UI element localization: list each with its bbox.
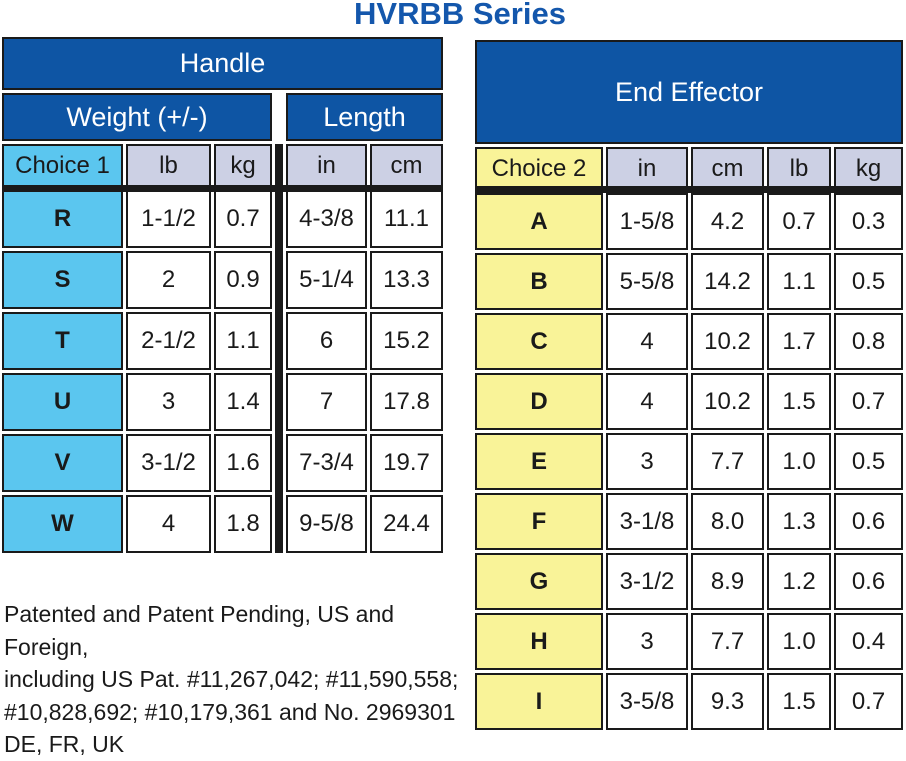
table-cell: 1.0: [767, 433, 831, 490]
choice-cell: G: [475, 553, 603, 610]
header-gap: [275, 93, 283, 141]
handle-table-title: Handle: [2, 37, 443, 90]
table-cell: 4: [126, 495, 211, 553]
footnote-line: including US Pat. #11,267,042; #11,590,558;: [4, 666, 459, 692]
table-cell: 2: [126, 251, 211, 309]
table-cell: 1.5: [767, 673, 831, 730]
column-header-lb: lb: [126, 144, 211, 187]
choice-cell: W: [2, 495, 123, 553]
table-cell: 1.7: [767, 313, 831, 370]
table-cell: 3-5/8: [606, 673, 688, 730]
table-cell: 24.4: [370, 495, 443, 553]
column-header-choice2: Choice 2: [475, 147, 603, 190]
choice-cell: R: [2, 190, 123, 248]
table-cell: 0.8: [834, 313, 903, 370]
table-cell: 10.2: [691, 313, 764, 370]
table-cell: 0.7: [834, 673, 903, 730]
table-cell: 3: [606, 433, 688, 490]
choice-cell: D: [475, 373, 603, 430]
choice-cell: I: [475, 673, 603, 730]
header-divider-bar: [2, 185, 443, 192]
table-cell: 0.6: [834, 493, 903, 550]
table-cell: 0.6: [834, 553, 903, 610]
table-cell: 1.3: [767, 493, 831, 550]
column-header-kg: kg: [834, 147, 903, 190]
table-cell: 0.9: [214, 251, 272, 309]
table-cell: 0.7: [214, 190, 272, 248]
end-effector-table: [475, 40, 903, 730]
table-cell: 4: [606, 313, 688, 370]
choice-cell: U: [2, 373, 123, 431]
column-header-cm: cm: [370, 144, 443, 187]
table-cell: 8.0: [691, 493, 764, 550]
handle-table: [2, 37, 443, 553]
page-title: HVRBB Series: [354, 0, 566, 31]
table-cell: 3-1/2: [126, 434, 211, 492]
table-cell: 7.7: [691, 613, 764, 670]
table-cell: 14.2: [691, 253, 764, 310]
table-cell: 19.7: [370, 434, 443, 492]
footnote-line: DE, FR, UK: [4, 731, 125, 757]
choice-cell: H: [475, 613, 603, 670]
weight-group-header: Weight (+/-): [2, 93, 272, 141]
choice-cell: V: [2, 434, 123, 492]
table-cell: 1.5: [767, 373, 831, 430]
table-cell: 0.5: [834, 433, 903, 490]
choice-cell: C: [475, 313, 603, 370]
table-cell: 1.1: [767, 253, 831, 310]
table-cell: 3-1/8: [606, 493, 688, 550]
choice-cell: A: [475, 193, 603, 250]
table-cell: 3-1/2: [606, 553, 688, 610]
column-header-choice1: Choice 1: [2, 144, 123, 187]
table-cell: 0.7: [767, 193, 831, 250]
table-cell: 10.2: [691, 373, 764, 430]
table-cell: 8.9: [691, 553, 764, 610]
table-cell: 7.7: [691, 433, 764, 490]
choice-cell: T: [2, 312, 123, 370]
table-cell: 0.5: [834, 253, 903, 310]
table-cell: 5-5/8: [606, 253, 688, 310]
length-group-header: Length: [286, 93, 443, 141]
table-cell: 4.2: [691, 193, 764, 250]
end-effector-table-title: End Effector: [475, 40, 903, 144]
table-cell: 4: [606, 373, 688, 430]
table-cell: 1-1/2: [126, 190, 211, 248]
footnote-line: #10,828,692; #10,179,361 and No. 2969301: [4, 698, 456, 725]
header-divider-bar: [475, 186, 903, 193]
column-header-in: in: [286, 144, 367, 187]
table-cell: 9.3: [691, 673, 764, 730]
table-cell: 3: [606, 613, 688, 670]
table-cell: 1.4: [214, 373, 272, 431]
table-cell: 1.6: [214, 434, 272, 492]
patent-footnote: [4, 598, 466, 761]
column-header-kg: kg: [214, 144, 272, 187]
column-header-cm: cm: [691, 147, 764, 190]
section-divider-bar: [275, 144, 283, 553]
table-cell: 0.7: [834, 373, 903, 430]
choice-cell: F: [475, 493, 603, 550]
table-cell: 17.8: [370, 373, 443, 431]
table-cell: 1.1: [214, 312, 272, 370]
table-cell: 13.3: [370, 251, 443, 309]
choice-cell: E: [475, 433, 603, 490]
table-cell: 7: [286, 373, 367, 431]
table-cell: 3: [126, 373, 211, 431]
table-cell: 0.3: [834, 193, 903, 250]
column-header-lb: lb: [767, 147, 831, 190]
table-cell: 11.1: [370, 190, 443, 248]
table-cell: 1-5/8: [606, 193, 688, 250]
table-cell: 9-5/8: [286, 495, 367, 553]
table-cell: 15.2: [370, 312, 443, 370]
table-cell: 7-3/4: [286, 434, 367, 492]
table-cell: 6: [286, 312, 367, 370]
table-cell: 1.0: [767, 613, 831, 670]
table-cell: 0.4: [834, 613, 903, 670]
choice-cell: S: [2, 251, 123, 309]
table-cell: 4-3/8: [286, 190, 367, 248]
column-header-in: in: [606, 147, 688, 190]
footnote-line: Patented and Patent Pending, US and Foreign,: [4, 601, 395, 660]
table-cell: 2-1/2: [126, 312, 211, 370]
table-cell: 5-1/4: [286, 251, 367, 309]
table-cell: 1.8: [214, 495, 272, 553]
choice-cell: B: [475, 253, 603, 310]
table-cell: 1.2: [767, 553, 831, 610]
